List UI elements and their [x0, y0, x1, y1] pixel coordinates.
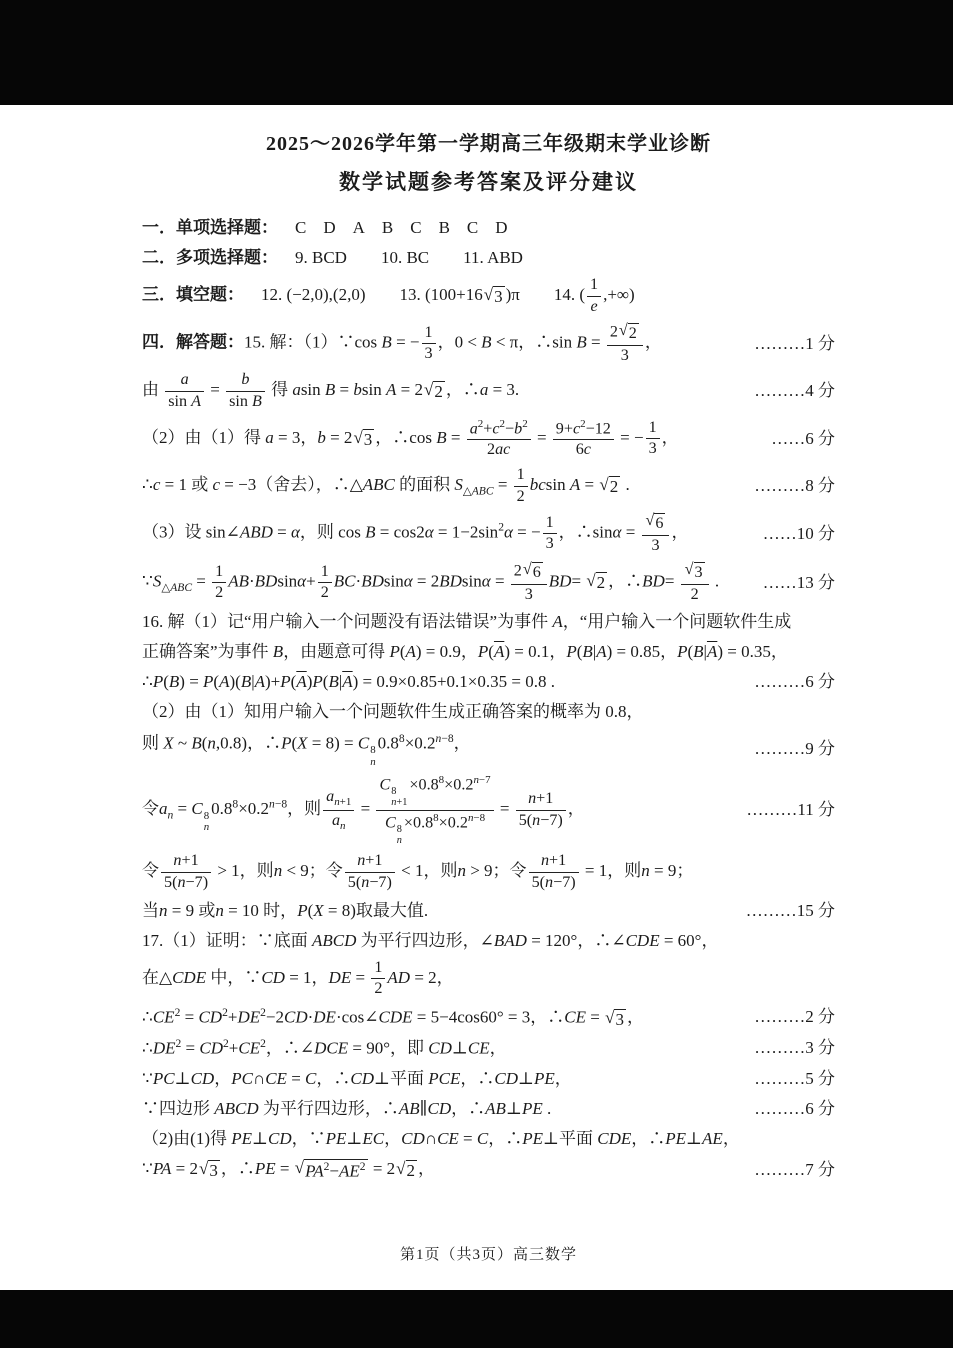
- score-mark: ………6 分: [754, 672, 835, 692]
- answer-line: [142, 512, 835, 555]
- answer-line: [142, 1036, 835, 1061]
- line-text: （3）设 sin∠ABD = α，则 $\cos B = \cos 2\alpha = 1-2\sin^2\alpha$ = − $\frac{1}{3}$ ，∴sinα = √ 6 3 ，: [142, 512, 689, 554]
- line-text: 由 $\frac{a}{\text{sin A}}$ = $\frac{b}{\text{sin B}}$ 得 asin B = bsin A = 2 √ 2 ，∴a = 3.: [142, 371, 520, 410]
- answer-line: [142, 610, 835, 634]
- score-mark: ………9 分: [754, 739, 835, 759]
- answer-line: [142, 1157, 835, 1182]
- line-text: $\therefore DE^2 = CD^2+CE^2$，∴∠DCE = 90°，即 CD⊥CE，: [142, 1036, 507, 1058]
- line-text: $\because S_{\triangle ABC}$ = $\frac{1}{2}$ AB·BDsinα+ $\frac{1}{2}$ BC·BDsinα = 2BDsinα = 2 √ 6 3 BD= √ 2 ，∴BD= √ 3 2 .: [142, 561, 720, 603]
- doc-subtitle: 数学试题参考答案及评分建议: [339, 170, 638, 194]
- answer-line: [142, 731, 835, 768]
- line-text: 16. 解（1）记“用户输入一个问题没有语法错误”为事件 A，“用户输入一个问题软件生成: [142, 612, 792, 632]
- answer-lines: [142, 210, 835, 1188]
- answer-line: [142, 670, 835, 694]
- line-text: 17.（1）证明：∵底面 ABCD 为平行四边形，∠BAD = 120°，∴∠CDE = 60°，: [142, 930, 719, 950]
- answer-line: [142, 852, 835, 892]
- line-text: 一．单项选择题： C D A B C B C D: [142, 218, 508, 237]
- scan-border-bottom: [0, 1290, 953, 1348]
- answer-line: [142, 700, 835, 724]
- doc-title: 2025～2026学年第一学期高三年级期末学业诊断: [266, 133, 711, 155]
- score-mark: ………5 分: [754, 1068, 835, 1088]
- score-mark: ………1 分: [754, 333, 835, 353]
- line-text: （2）由（1）得 a = 3，b = 2 √ 3 ，∴cos B = $\frac{a^2+c^2-b^2}{2ac}$ = $\frac{9+c^2-12}{6c}$ = − $\frac{1}{3}$ ，: [142, 417, 679, 459]
- score-mark: ………15 分: [745, 900, 835, 920]
- line-text: ∵PA = 2 √ 3 ，∴PE = √ $PA^2-AE^2$ = 2 √ 2 ，: [142, 1158, 436, 1181]
- answer-line: [142, 216, 835, 240]
- score-mark: ………7 分: [754, 1159, 835, 1179]
- answer-line: [142, 774, 835, 846]
- answer-line: [142, 246, 835, 270]
- line-text: ∴c = 1 或 c = −3（舍去），∴△ABC 的面积 $S_{\triangle ABC}$ = $\frac{1}{2}$ bcsin A = √ 2 .: [142, 466, 630, 505]
- line-text: ∵四边形 ABCD 为平行四边形，∴AB∥CD，∴AB⊥PE .: [142, 1098, 552, 1118]
- score-mark: ………4 分: [754, 381, 835, 401]
- answer-line: [142, 929, 835, 953]
- score-mark: ……10 分: [762, 523, 835, 543]
- line-text: 令$a_n = C$ 8 n $0.8^8\times 0.2^{n-8}$，则 $\frac{a_{n+1}}{a_n}$ = C 8 n+1 $\times 0.8^8\times 0.2^{n-7}$ C 8 n $\times 0.8^8\times 0.2^{n-8}$ = $\frac{n+1}{5(n-7)}$ ，: [142, 773, 585, 846]
- answer-line: [142, 1005, 835, 1030]
- line-text: 四．解答题：15. 解：（1）∵cos B = − $\frac{1}{3}$ ，0 < B < π，∴sin B = 2 √ 2 3 ，: [142, 322, 662, 364]
- answer-line: [142, 1067, 835, 1091]
- scan-border-top: [0, 0, 953, 105]
- line-text: 正确答案”为事件 B，由题意可得 P(A) = 0.9，$P(\overline{A}) = 0.1$，P(B|A) = 0.85，$P(B|\overline{A}) = 0.35$，: [142, 642, 788, 662]
- answer-line: [142, 418, 835, 461]
- line-text: 则 X ~ B(n,0.8)，∴P(X = 8) = C 8 n $0.8^8\times 0.2^{n-8}$，: [142, 731, 471, 768]
- answer-line: [142, 959, 835, 999]
- answer-line: [142, 1097, 835, 1121]
- score-mark: ………6 分: [754, 1098, 835, 1118]
- line-text: 在△CDE 中，∵CD = 1，DE = $\frac{1}{2}$ AD = 2，: [142, 958, 454, 998]
- line-text: ∴P(B) = $P(A)(B|A)+P(\overline{A})P(B|\overline{A}) = 0.9\times 0.85+0.1\times 0.35 = 0.8$ .: [142, 672, 555, 692]
- score-mark: ……13 分: [762, 572, 835, 592]
- line-text: ∵PC⊥CD，PC∩CE = C，∴CD⊥平面 PCE，∴CD⊥PE，: [142, 1068, 572, 1088]
- score-mark: ………8 分: [754, 476, 835, 496]
- line-text: （2）由（1）知用户输入一个问题软件生成正确答案的概率为 0.8，: [142, 702, 644, 722]
- answer-line: [142, 561, 835, 604]
- score-mark: ………11 分: [746, 800, 835, 820]
- answer-sheet: [0, 105, 953, 1290]
- answer-line: [142, 276, 835, 316]
- line-text: 当n = 9 或n = 10 时，P(X = 8)取最大值.: [142, 900, 429, 920]
- answer-line: [142, 322, 835, 365]
- line-text: 三．填空题： 12. (−2,0),(2,0) 13. (100+16 √ 3 )π 14. ( $\frac{1}{e}$ ,+∞): [142, 276, 635, 315]
- line-text: 二．多项选择题： 9. BCD 10. BC 11. ABD: [142, 248, 523, 268]
- answer-line: [142, 371, 835, 411]
- page-footer: 第1页（共3页）高三数学: [399, 1247, 577, 1263]
- line-text: 令 $\frac{n+1}{5(n-7)}$ > 1，则n < 9；令 $\frac{n+1}{5(n-7)}$ < 1，则n > 9；令 $\frac{n+1}{5(n-7)}$ = 1，则n = 9；: [142, 852, 694, 892]
- score-mark: ………2 分: [754, 1007, 835, 1027]
- line-text: （2)由(1)得 PE⊥CD，∵PE⊥EC，CD∩CE = C，∴PE⊥平面 CDE，∴PE⊥AE，: [142, 1128, 740, 1148]
- score-mark: ……6 分: [771, 428, 835, 448]
- answer-line: [142, 1127, 835, 1151]
- answer-line: [142, 899, 835, 923]
- answer-line: [142, 466, 835, 506]
- line-text: $\therefore CE^2$ = $CD^2+DE^2-2CD\cdot DE\cdot\cos\angle CDE = 5-4\cos 60^\circ = 3$，∴CE = √ 3 ，: [142, 1006, 644, 1029]
- answer-line: [142, 640, 835, 664]
- score-mark: ………3 分: [754, 1038, 835, 1058]
